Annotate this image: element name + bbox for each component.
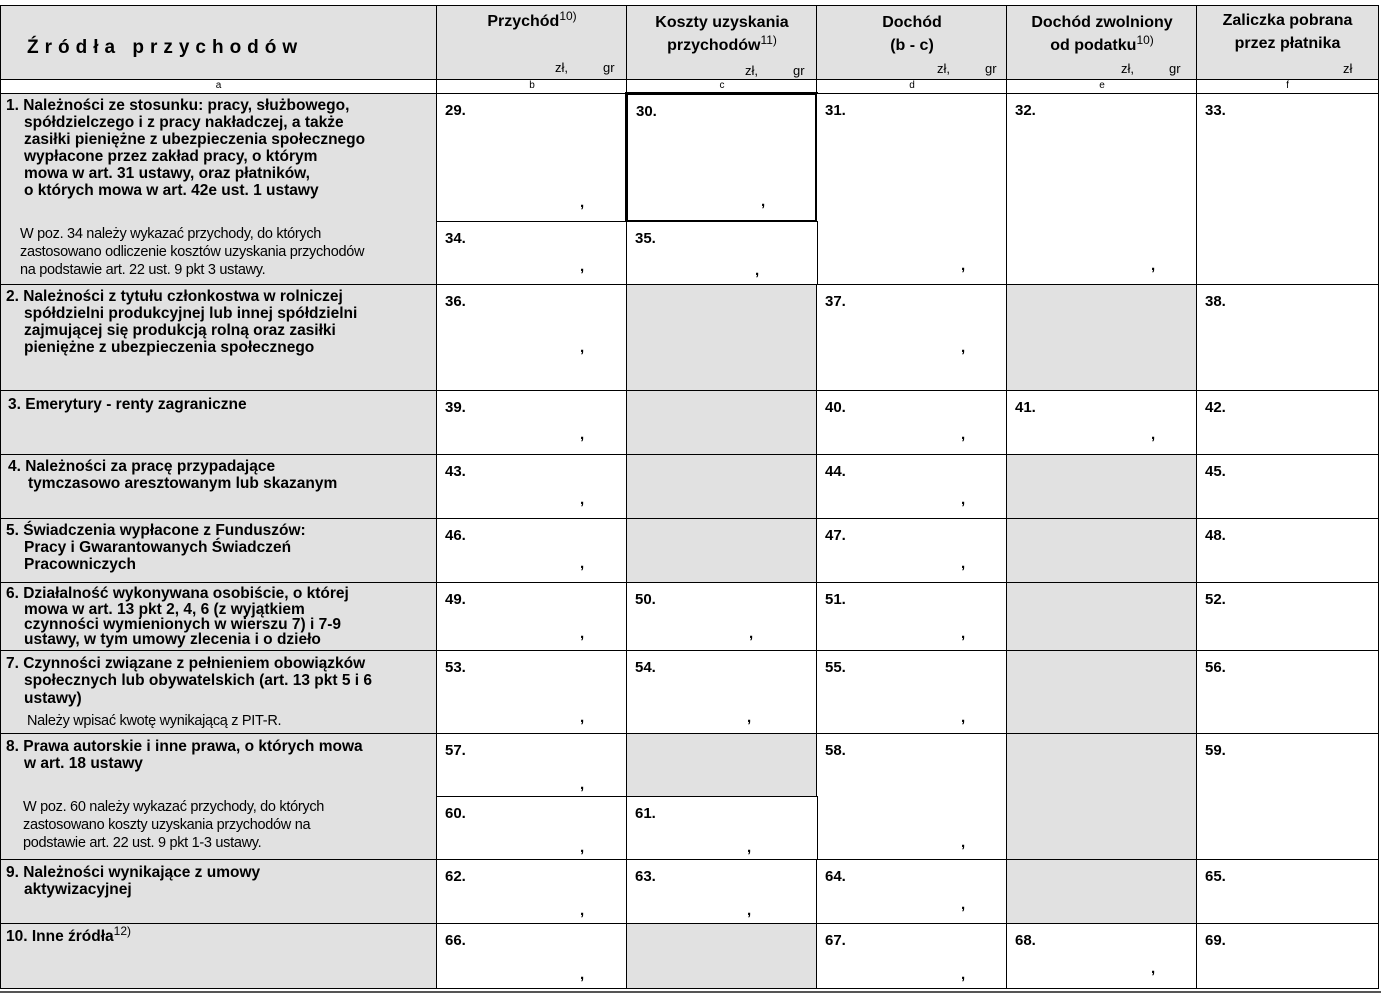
field-number: 31.: [825, 102, 846, 119]
field-44[interactable]: [816, 454, 1008, 520]
decimal-comma: ,: [961, 491, 966, 508]
decimal-comma: ,: [961, 339, 966, 356]
field-34[interactable]: [436, 221, 628, 286]
row-7-label: 7. Czynności związane z pełnieniem obowiązków społecznych lub obywatelskich (art. 13 pkt 5 i 6 ustawy): [6, 655, 373, 707]
decimal-comma: ,: [580, 426, 585, 443]
decimal-comma: ,: [961, 834, 966, 851]
unit-zl: zł,: [1121, 61, 1134, 76]
field-number: 41.: [1015, 399, 1036, 416]
field-number: 69.: [1205, 932, 1226, 949]
decimal-comma: ,: [580, 776, 585, 793]
field-56[interactable]: [1196, 650, 1379, 735]
header-exempt: Dochód zwolniony od podatku$^{10)}$: [1031, 14, 1173, 54]
row-1-label: 1. Należności ze stosunku: pracy, służbowego, spółdzielczego i z pracy nakładczej, a także zasiłki pieniężne z ubezpieczenia społecznego wypłacone przez zakład pracy, o którym mowa w art. 31 ustawy, oraz płatników, o których mowa w art. 42e ust. 1 ustawy: [6, 97, 366, 199]
disabled-cell: [626, 390, 818, 456]
field-31[interactable]: [816, 93, 1008, 286]
field-43[interactable]: [436, 454, 628, 520]
header-advance-cell: [1196, 5, 1379, 81]
row-6-label: 6. Działalność wykonywana osobiście, o której mowa w art. 13 pkt 2, 4, 6 (z wyjątkiem czynności wymienionych w wierszu 7) i 7-9 ustawy, w tym umowy zlecenia i o dzieło: [6, 585, 349, 648]
field-number: 33.: [1205, 102, 1226, 119]
header-exempt-cell: [1006, 5, 1198, 81]
page-title: Źródła przychodów: [27, 37, 304, 58]
field-number: 60.: [445, 805, 466, 822]
footnote-ref: 10): [559, 9, 577, 23]
row-1-note: W poz. 34 należy wykazać przychody, do których zastosowano odliczenie kosztów uzyskania przychodów na podstawie art. 22 ust. 9 pkt 3 ustawy.: [20, 226, 365, 278]
decimal-comma: ,: [761, 193, 766, 210]
field-45[interactable]: [1196, 454, 1379, 520]
row-3-label: 3. Emerytury - renty zagraniczne: [8, 396, 247, 413]
field-54[interactable]: [626, 650, 818, 735]
disabled-cell: [1006, 284, 1198, 392]
field-37[interactable]: [816, 284, 1008, 392]
field-40[interactable]: [816, 390, 1008, 456]
unit-gr: gr: [1169, 61, 1181, 76]
decimal-comma: ,: [747, 902, 752, 919]
field-48[interactable]: [1196, 518, 1379, 584]
field-47[interactable]: [816, 518, 1008, 584]
row-5-label-cell: [0, 518, 437, 584]
field-number: 32.: [1015, 102, 1036, 119]
column-letter: f: [1286, 80, 1289, 91]
column-letter: b: [529, 80, 535, 91]
field-42[interactable]: [1196, 390, 1379, 456]
field-52[interactable]: [1196, 582, 1379, 652]
bottom-divider: [0, 991, 1381, 993]
field-number: 59.: [1205, 742, 1226, 759]
row-9-label: 9. Należności wynikające z umowy aktywizacyjnej: [6, 864, 261, 898]
field-number: 64.: [825, 868, 846, 885]
field-39[interactable]: [436, 390, 628, 456]
field-number: 48.: [1205, 527, 1226, 544]
unit-zl: zł,: [937, 61, 950, 76]
row-2-label: 2. Należności z tytułu członkostwa w rolniczej spółdzielni produkcyjnej lub innej spółdzielni zajmującej się produkcją rolną oraz zasiłki pieniężne z ubezpieczenia społecznego: [6, 288, 358, 356]
disabled-cell: [1006, 582, 1198, 652]
field-number: 61.: [635, 805, 656, 822]
field-69[interactable]: [1196, 923, 1379, 989]
row-8-label: 8. Prawa autorskie i inne prawa, o których mowa w art. 18 ustawy: [6, 738, 363, 772]
decimal-comma: ,: [961, 426, 966, 443]
header-income: Przychód: [487, 13, 560, 30]
disabled-cell: [626, 454, 818, 520]
disabled-cell: [1006, 454, 1198, 520]
column-letter: c: [719, 80, 725, 91]
decimal-comma: ,: [580, 625, 585, 642]
field-number: 37.: [825, 293, 846, 310]
decimal-comma: ,: [580, 902, 585, 919]
unit-zl: zł,: [745, 63, 758, 78]
header-income-cell: [436, 5, 628, 81]
field-number: 29.: [445, 102, 466, 119]
disabled-cell: [626, 518, 818, 584]
footnote-ref: 10): [1136, 33, 1154, 47]
footnote-ref: 12): [113, 924, 132, 938]
field-63[interactable]: [626, 859, 818, 925]
decimal-comma: ,: [580, 966, 585, 983]
field-38[interactable]: [1196, 284, 1379, 392]
field-number: 55.: [825, 659, 846, 676]
field-49[interactable]: [436, 582, 628, 652]
field-53[interactable]: [436, 650, 628, 735]
field-65[interactable]: [1196, 859, 1379, 925]
field-number: 42.: [1205, 399, 1226, 416]
column-letter: e: [1099, 80, 1105, 91]
field-36[interactable]: [436, 284, 628, 392]
decimal-comma: ,: [580, 555, 585, 572]
row-8-label-cell: [0, 733, 437, 861]
field-number: 62.: [445, 868, 466, 885]
decimal-comma: ,: [749, 625, 754, 642]
disabled-cell: [1006, 859, 1198, 925]
decimal-comma: ,: [961, 709, 966, 726]
field-46[interactable]: [436, 518, 628, 584]
header-source-cell: [0, 5, 437, 81]
field-number: 39.: [445, 399, 466, 416]
field-number: 52.: [1205, 591, 1226, 608]
row-4-label-cell: [0, 454, 437, 520]
field-35[interactable]: [626, 221, 818, 286]
field-number: 38.: [1205, 293, 1226, 310]
header-net-cell: [816, 5, 1008, 81]
field-41[interactable]: [1006, 390, 1198, 456]
header-advance: Zaliczka pobrana przez płatnika: [1222, 12, 1353, 52]
field-number: 58.: [825, 742, 846, 759]
field-30[interactable]: [625, 92, 818, 223]
decimal-comma: ,: [747, 709, 752, 726]
decimal-comma: ,: [961, 625, 966, 642]
row-10-label-cell: [0, 923, 437, 989]
field-number: 36.: [445, 293, 466, 310]
header-costs: Koszty uzyskania przychodów$^{11)}$: [655, 14, 789, 54]
field-62[interactable]: [436, 859, 628, 925]
decimal-comma: ,: [747, 839, 752, 856]
field-number: 67.: [825, 932, 846, 949]
field-67[interactable]: [816, 923, 1008, 989]
column-letter: a: [215, 80, 222, 91]
column-letter: d: [909, 80, 915, 91]
disabled-cell: [626, 923, 818, 989]
decimal-comma: ,: [580, 491, 585, 508]
field-51[interactable]: [816, 582, 1008, 652]
disabled-cell: [1006, 650, 1198, 735]
field-number: 45.: [1205, 463, 1226, 480]
field-55[interactable]: [816, 650, 1008, 735]
field-number: 54.: [635, 659, 656, 676]
decimal-comma: ,: [961, 257, 966, 274]
field-number: 68.: [1015, 932, 1036, 949]
decimal-comma: ,: [961, 555, 966, 572]
field-number: 46.: [445, 527, 466, 544]
row-7-label-cell: [0, 650, 437, 735]
decimal-comma: ,: [580, 709, 585, 726]
decimal-comma: ,: [1151, 426, 1156, 443]
field-33[interactable]: [1196, 93, 1379, 286]
field-number: 53.: [445, 659, 466, 676]
header-costs-cell: [626, 5, 818, 81]
decimal-comma: ,: [580, 839, 585, 856]
disabled-cell: [626, 284, 818, 392]
field-number: 34.: [445, 230, 466, 247]
decimal-comma: ,: [1151, 960, 1156, 977]
footnote-ref: 11): [760, 33, 777, 47]
field-number: 51.: [825, 591, 846, 608]
decimal-comma: ,: [580, 194, 585, 211]
decimal-comma: ,: [580, 258, 585, 275]
field-number: 63.: [635, 868, 656, 885]
field-number: 66.: [445, 932, 466, 949]
field-number: 47.: [825, 527, 846, 544]
row-4-label: 4. Należności za pracę przypadające tymczasowo aresztowanym lub skazanym: [8, 458, 338, 492]
unit-zl: zł,: [555, 60, 568, 75]
field-64[interactable]: [816, 859, 1008, 925]
field-number: 50.: [635, 591, 656, 608]
field-number: 43.: [445, 463, 466, 480]
decimal-comma: ,: [961, 896, 966, 913]
field-number: 65.: [1205, 868, 1226, 885]
field-60[interactable]: [436, 796, 628, 861]
decimal-comma: ,: [580, 339, 585, 356]
row-8-note: W poz. 60 należy wykazać przychody, do których zastosowano koszty uzyskania przychodów na podstawie art. 22 ust. 9 pkt 1-3 ustawy.: [23, 799, 325, 851]
unit-gr: gr: [985, 61, 997, 76]
unit-zl: zł: [1343, 61, 1353, 76]
field-number: 44.: [825, 463, 846, 480]
decimal-comma: ,: [1151, 257, 1156, 274]
field-66[interactable]: [436, 923, 628, 989]
row-7-note: Należy wpisać kwotę wynikającą z PIT-R.: [27, 713, 282, 729]
field-57[interactable]: [436, 733, 628, 798]
field-68[interactable]: [1006, 923, 1198, 989]
field-number: 57.: [445, 742, 466, 759]
header-net: Dochód (b - c): [882, 14, 942, 54]
unit-gr: gr: [603, 60, 615, 75]
field-29[interactable]: [436, 93, 628, 223]
row-10-label: 10. Inne źródła$^{12)}$: [6, 924, 132, 945]
row-9-label-cell: [0, 859, 437, 925]
row-1-label-cell: [0, 93, 437, 286]
field-number: 49.: [445, 591, 466, 608]
disabled-cell: [1006, 518, 1198, 584]
row-3-label-cell: [0, 390, 437, 456]
row-2-label-cell: [0, 284, 437, 392]
field-58[interactable]: [816, 733, 1008, 861]
field-50[interactable]: [626, 582, 818, 652]
disabled-cell: [626, 733, 818, 798]
field-number: 40.: [825, 399, 846, 416]
disabled-cell: [1006, 733, 1198, 861]
field-number: 30.: [636, 103, 657, 120]
unit-gr: gr: [793, 63, 805, 78]
field-32[interactable]: [1006, 93, 1198, 286]
decimal-comma: ,: [961, 966, 966, 983]
field-61[interactable]: [626, 796, 818, 861]
row-6-label-cell: [0, 582, 437, 652]
field-number: 35.: [635, 230, 656, 247]
row-5-label: 5. Świadczenia wypłacone z Funduszów: Pracy i Gwarantowanych Świadczeń Pracowniczych: [6, 522, 306, 573]
decimal-comma: ,: [755, 262, 760, 279]
field-59[interactable]: [1196, 733, 1379, 861]
field-number: 56.: [1205, 659, 1226, 676]
